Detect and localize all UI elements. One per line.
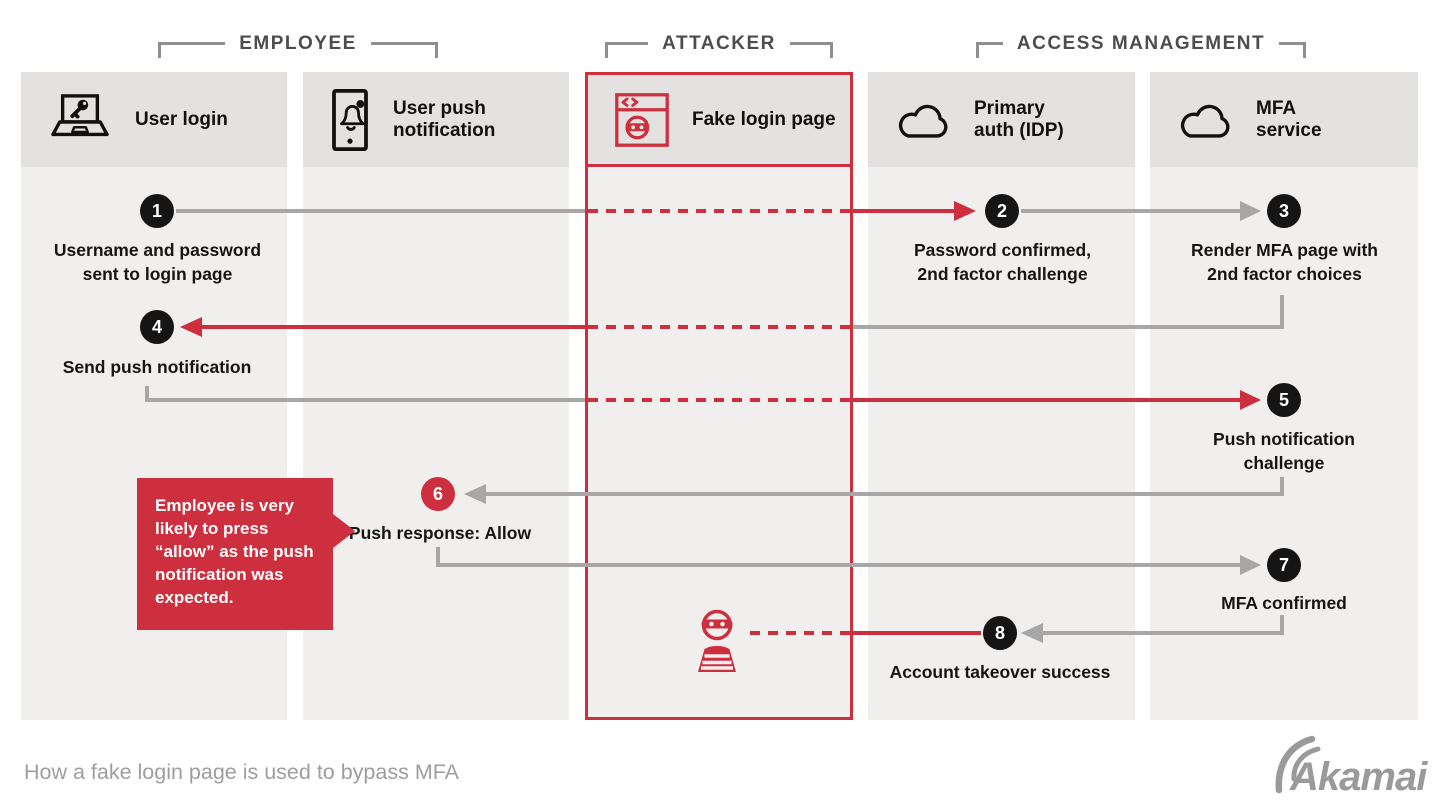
callout-text: Employee is very likely to press “allow” as the push notification was expected. <box>155 496 314 607</box>
lane-label: MFA service <box>1256 97 1322 141</box>
group-bracket-employee <box>158 32 438 58</box>
lane-label: User push notification <box>393 97 496 141</box>
step-text-2: Password confirmed, 2nd factor challenge <box>914 240 1091 284</box>
figure-caption: How a fake login page is used to bypass MFA <box>24 760 460 784</box>
lane-header-primary-auth <box>868 72 1135 167</box>
bracket-line <box>790 42 833 58</box>
phone-bell-icon <box>329 88 371 152</box>
step-badge-2: 2 <box>985 194 1019 228</box>
step-text-5: Push notification challenge <box>1213 429 1355 473</box>
step-badge-4: 4 <box>140 310 174 344</box>
bracket-line <box>605 42 648 58</box>
lane-header-user-push-notification <box>303 72 569 167</box>
lane-label: Primary auth (IDP) <box>974 97 1064 141</box>
step-text-7: MFA confirmed <box>1221 593 1347 613</box>
step-text-4: Send push notification <box>62 357 252 377</box>
step-badge-1: 1 <box>140 194 174 228</box>
akamai-logo-text: Akamai <box>1290 755 1427 799</box>
step-text-8: Account takeover success <box>889 662 1111 682</box>
group-bracket-attacker <box>605 32 833 58</box>
step-text-3: Render MFA page with 2nd factor choices <box>1190 240 1378 284</box>
lane-label: User login <box>135 108 228 130</box>
employee-callout <box>137 478 333 630</box>
bracket-line <box>1279 42 1306 58</box>
step-badge-6: 6 <box>421 477 455 511</box>
step-text-6: Push response: Allow <box>348 523 532 543</box>
lane-header-user-login <box>21 72 287 167</box>
step-text-1: Username and password sent to login page <box>53 240 262 284</box>
callout-pointer <box>333 514 355 548</box>
group-bracket-access-management <box>976 32 1306 58</box>
bracket-line <box>371 42 438 58</box>
step-badge-3: 3 <box>1267 194 1301 228</box>
cloud-icon <box>894 99 952 141</box>
group-label-attacker: ATTACKER <box>662 33 776 54</box>
laptop-key-icon <box>47 93 113 147</box>
group-label-employee: EMPLOYEE <box>239 33 357 54</box>
lane-user-push-notification <box>303 167 569 720</box>
akamai-logo <box>1268 734 1428 807</box>
group-label-access-management: ACCESS MANAGEMENT <box>1016 33 1266 54</box>
step-badge-7: 7 <box>1267 548 1301 582</box>
lane-header-fake-login-page <box>585 72 853 167</box>
bracket-line <box>976 42 1003 58</box>
cloud-icon <box>1176 99 1234 141</box>
lane-label: Fake login page <box>692 108 836 130</box>
bracket-line <box>158 42 225 58</box>
lane-header-mfa-service <box>1150 72 1418 167</box>
fake-browser-icon <box>614 92 670 148</box>
step-badge-8: 8 <box>983 616 1017 650</box>
step-badge-5: 5 <box>1267 383 1301 417</box>
attacker-bandit-icon <box>691 609 743 680</box>
